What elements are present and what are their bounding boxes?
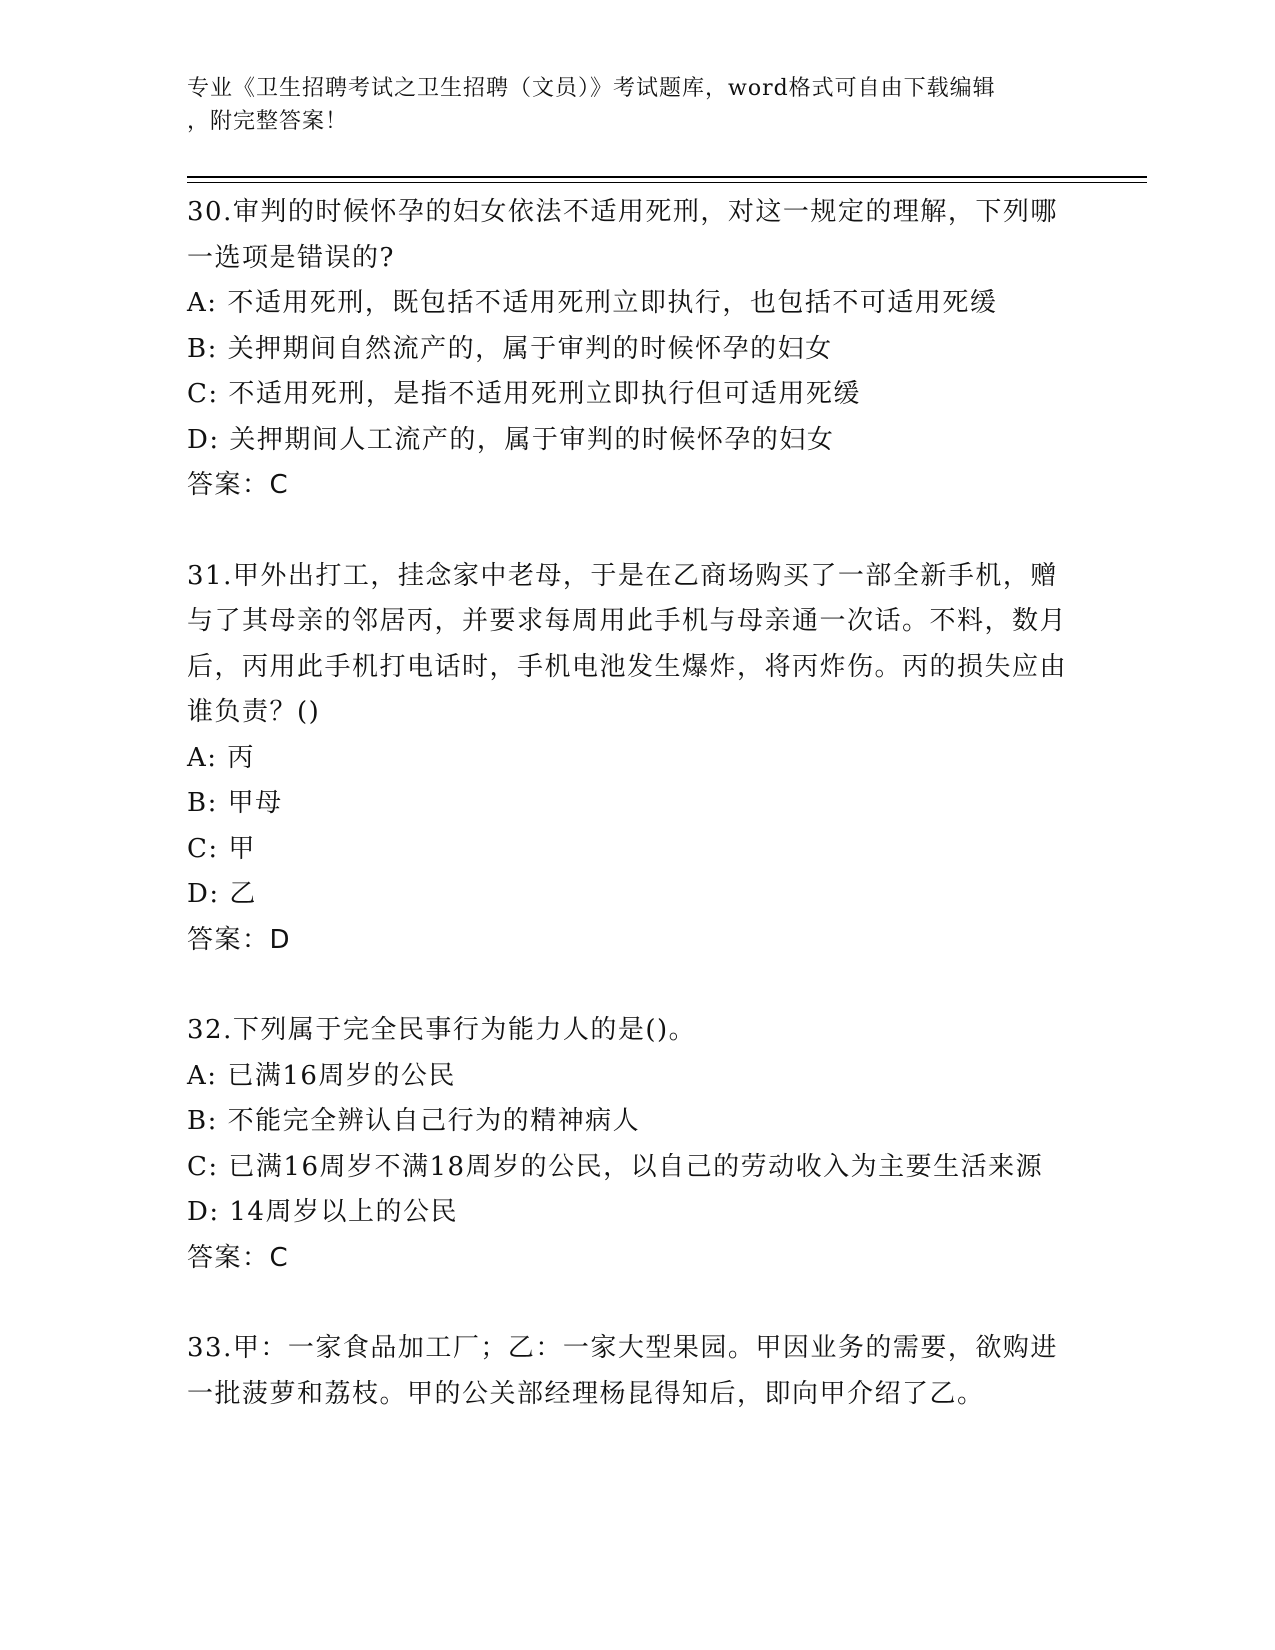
question-number: 33. (187, 1333, 233, 1363)
question-body: 甲外出打工，挂念家中老母，于是在乙商场购买了一部全新手机，赠与了其母亲的邻居丙，并要求每周用此手机与母亲通一次话。不料，数月后，丙用此手机打电话时，手机电池发生爆炸，将丙炸伤。丙的损失应由谁负责？() (187, 560, 1068, 727)
option-b (187, 327, 1077, 373)
question-number: 32. (187, 1015, 233, 1045)
question-text (187, 1326, 1077, 1417)
option-text: 关押期间人工流产的，属于审判的时候怀孕的妇女 (229, 424, 835, 455)
option-d (187, 1190, 1077, 1236)
question-number: 30. (187, 197, 233, 227)
option-label: B: (187, 788, 218, 818)
document-header (187, 72, 1067, 138)
option-text: 乙 (229, 879, 257, 909)
question-31 (187, 554, 1077, 964)
option-label: B: (187, 1106, 218, 1136)
option-text: 关押期间自然流产的，属于审判的时候怀孕的妇女 (227, 333, 833, 364)
header-divider-thick (187, 176, 1147, 178)
option-text: 已满16周岁的公民 (227, 1060, 456, 1091)
question-body: 下列属于完全民事行为能力人的是()。 (232, 1015, 697, 1045)
option-c (187, 372, 1077, 418)
option-label: C: (187, 1151, 219, 1182)
option-b (187, 1099, 1077, 1145)
header-line-1: 专业《卫生招聘考试之卫生招聘（文员）》考试题库，word格式可自由下载编辑 (187, 76, 996, 101)
option-text: 甲母 (227, 788, 283, 818)
option-text: 14周岁以上的公民 (229, 1197, 458, 1227)
option-text: 不能完全辨认自己行为的精神病人 (227, 1106, 641, 1136)
question-32 (187, 1008, 1077, 1281)
question-number: 31. (187, 560, 233, 591)
question-text (187, 1008, 1077, 1054)
question-list (187, 190, 1077, 1462)
option-d (187, 418, 1077, 464)
answer: 答案：C (187, 470, 290, 500)
option-label: B: (187, 333, 218, 364)
question-text (187, 554, 1077, 736)
option-text: 丙 (227, 742, 255, 773)
option-a (187, 736, 1077, 782)
question-text (187, 190, 1077, 281)
option-label: C: (187, 833, 219, 864)
option-label: D: (187, 879, 220, 909)
question-body: 甲：一家食品加工厂；乙：一家大型果园。甲因业务的需要，欲购进一批菠萝和荔枝。甲的公关部经理杨昆得知后，即向甲介绍了乙。 (187, 1333, 1058, 1409)
option-label: A: (187, 1060, 218, 1091)
option-a (187, 281, 1077, 327)
answer: 答案：D (187, 924, 292, 955)
option-b (187, 781, 1077, 827)
option-label: D: (187, 1197, 220, 1227)
option-d (187, 872, 1077, 918)
option-a (187, 1054, 1077, 1100)
question-30 (187, 190, 1077, 509)
option-text: 甲 (228, 833, 256, 864)
question-33 (187, 1326, 1077, 1417)
question-body: 审判的时候怀孕的妇女依法不适用死刑，对这一规定的理解，下列哪一选项是错误的? (187, 197, 1058, 273)
answer: 答案：C (187, 1242, 290, 1273)
header-line-2: ，附完整答案！ (187, 109, 349, 134)
option-label: A: (187, 742, 218, 773)
option-text: 不适用死刑，既包括不适用死刑立即执行，也包括不可适用死缓 (227, 288, 998, 318)
option-c (187, 827, 1077, 873)
header-divider-thin (187, 182, 1147, 183)
option-label: C: (187, 379, 219, 409)
option-label: A: (187, 288, 218, 318)
option-c (187, 1145, 1077, 1191)
option-text: 已满16周岁不满18周岁的公民，以自己的劳动收入为主要生活来源 (228, 1151, 1044, 1182)
option-label: D: (187, 424, 220, 455)
option-text: 不适用死刑，是指不适用死刑立即执行但可适用死缓 (228, 379, 861, 409)
